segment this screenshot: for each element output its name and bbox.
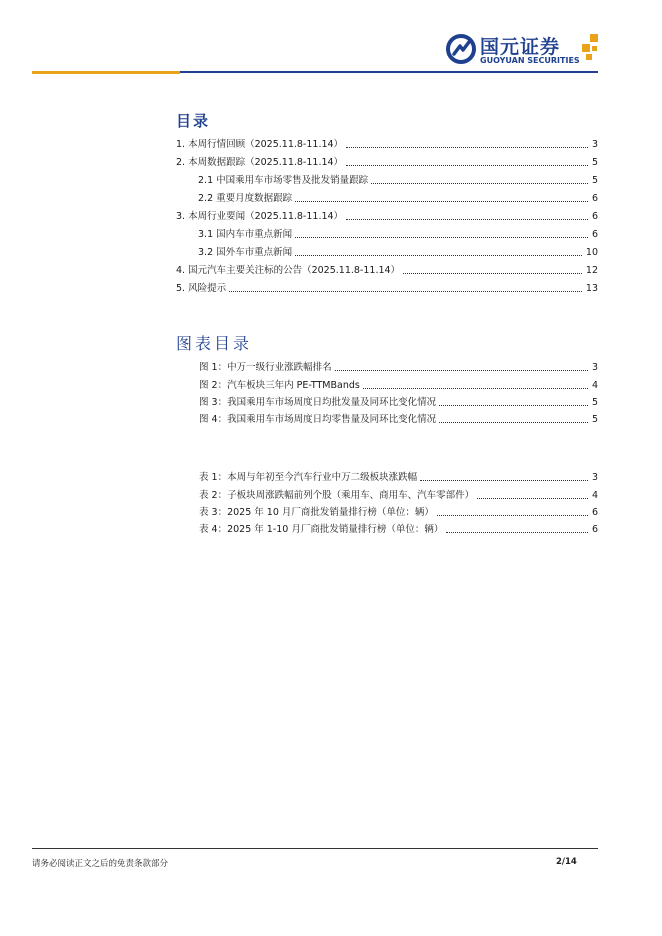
toc-leader-dots [335, 370, 588, 371]
header-accent-bar [32, 71, 180, 74]
toc-entry-label: 5. 风险提示 [176, 283, 227, 294]
toc-leader-dots [295, 237, 588, 238]
table-entry-page: 6 [591, 507, 598, 518]
toc-subentry[interactable] [198, 191, 598, 205]
toc-leader-dots [446, 532, 588, 533]
toc-leader-dots [437, 515, 588, 516]
toc-leader-dots [477, 498, 588, 499]
toc-entry-page: 5 [591, 175, 598, 186]
table-entry-label: 表 3：2025 年 10 月厂商批发销量排行榜（单位：辆） [199, 507, 434, 518]
toc-entry-page: 12 [585, 265, 598, 276]
toc-leader-dots [346, 147, 588, 148]
toc-entry-label: 3. 本周行业要闻（2025.11.8-11.14） [176, 211, 344, 222]
toc-entry[interactable] [176, 137, 598, 151]
table-entry[interactable] [199, 505, 598, 519]
figures-title: 图表目录 [176, 334, 253, 353]
table-entry[interactable] [199, 522, 598, 536]
toc-leader-dots [346, 165, 588, 166]
table-entry[interactable] [199, 488, 598, 502]
toc-entry-label: 3.2 国外车市重点新闻 [198, 247, 293, 258]
toc-entry-page: 6 [591, 193, 598, 204]
toc-entry-label: 3.1 国内车市重点新闻 [198, 229, 293, 240]
toc-subentry[interactable] [198, 245, 598, 259]
footer-disclaimer: 请务必阅读正文之后的免责条款部分 [32, 859, 169, 869]
toc-entry-page: 5 [591, 157, 598, 168]
toc-entry-label: 2. 本周数据跟踪（2025.11.8-11.14） [176, 157, 344, 168]
figure-entry[interactable] [199, 412, 598, 426]
toc-leader-dots [439, 422, 588, 423]
toc-leader-dots [439, 405, 588, 406]
table-entry-page: 6 [591, 524, 598, 535]
toc-entry-label: 4. 国元汽车主要关注标的公告（2025.11.8-11.14） [176, 265, 401, 276]
table-entry-label: 表 4：2025 年 1-10 月厂商批发销量排行榜（单位：辆） [199, 524, 444, 535]
guoyuan-logo-icon [446, 32, 476, 66]
toc-entry-page: 6 [591, 229, 598, 240]
brand-star-icon [578, 32, 602, 62]
toc-leader-dots [363, 388, 588, 389]
footer-divider [32, 848, 598, 849]
toc-leader-dots [420, 480, 588, 481]
brand-name-cn: 国元证券 [480, 36, 561, 58]
toc-entry-label: 2.1 中国乘用车市场零售及批发销量跟踪 [198, 175, 369, 186]
toc-leader-dots [403, 273, 582, 274]
table-entry-page: 4 [591, 490, 598, 501]
toc-entry[interactable] [176, 263, 598, 277]
toc-leader-dots [295, 255, 582, 256]
toc-entry-page: 6 [591, 211, 598, 222]
toc-entry[interactable] [176, 155, 598, 169]
figure-entry-label: 图 2：汽车板块三年内 PE-TTMBands [199, 380, 360, 391]
toc-entry-page: 10 [585, 247, 598, 258]
toc-leader-dots [371, 183, 588, 184]
toc-entry-page: 3 [591, 139, 598, 150]
figure-entry[interactable] [199, 360, 598, 374]
table-entry-page: 3 [591, 472, 598, 483]
toc-title: 目录 [176, 112, 211, 130]
figure-entry-label: 图 4：我国乘用车市场周度日均零售量及同环比变化情况 [199, 414, 437, 425]
figure-entry[interactable] [199, 378, 598, 392]
toc-leader-dots [346, 219, 588, 220]
toc-entry-label: 1. 本周行情回顾（2025.11.8-11.14） [176, 139, 344, 150]
brand-name-en: GUOYUAN SECURITIES [480, 56, 580, 65]
toc-subentry[interactable] [198, 227, 598, 241]
table-entry-label: 表 1：本周与年初至今汽车行业中万二级板块涨跌幅 [199, 472, 418, 483]
figure-entry-label: 图 3：我国乘用车市场周度日均批发量及同环比变化情况 [199, 397, 437, 408]
brand-logo [442, 30, 602, 70]
table-entry-label: 表 2：子板块周涨跌幅前列个股（乘用车、商用车、汽车零部件） [199, 490, 475, 501]
figure-entry-page: 3 [591, 362, 598, 373]
toc-subentry[interactable] [198, 173, 598, 187]
figure-entry-label: 图 1：中万一级行业涨跌幅排名 [199, 362, 332, 373]
table-entry[interactable] [199, 470, 598, 484]
toc-entry[interactable] [176, 281, 598, 295]
figure-entry[interactable] [199, 395, 598, 409]
toc-entry-page: 13 [585, 283, 598, 294]
page-number: 2/14 [556, 857, 577, 867]
toc-entry-label: 2.2 重要月度数据跟踪 [198, 193, 293, 204]
toc-leader-dots [295, 201, 588, 202]
toc-entry[interactable] [176, 209, 598, 223]
figure-entry-page: 5 [591, 397, 598, 408]
toc-leader-dots [229, 291, 582, 292]
figure-entry-page: 5 [591, 414, 598, 425]
figure-entry-page: 4 [591, 380, 598, 391]
